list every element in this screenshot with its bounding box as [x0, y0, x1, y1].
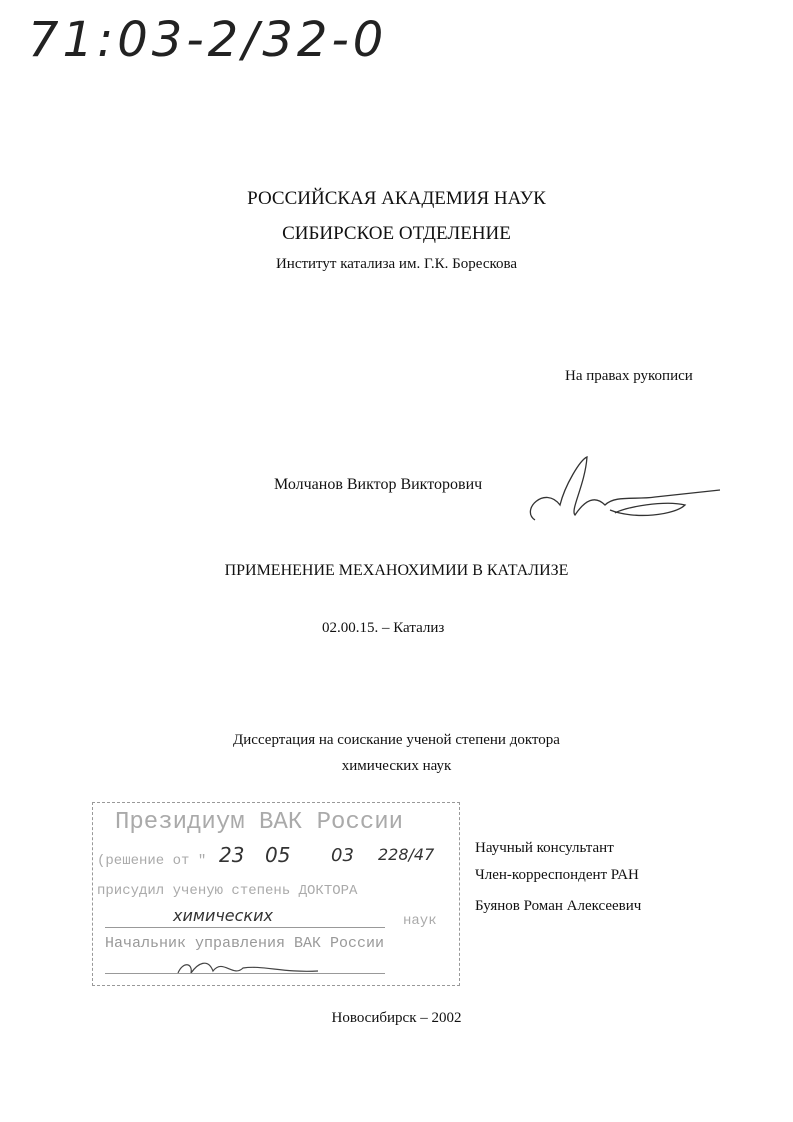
dissertation-title: ПРИМЕНЕНИЕ МЕХАНОХИМИИ В КАТАЛИЗЕ: [224, 562, 569, 579]
stamp-month: 05: [265, 843, 291, 867]
org-name: РОССИЙСКАЯ АКАДЕМИЯ НАУК: [247, 188, 546, 209]
stamp-science: химических: [173, 906, 273, 925]
author-signature: [515, 455, 730, 535]
consultant-role: Научный консультант: [475, 840, 614, 856]
specialty: 02.00.15. – Катализ: [322, 620, 445, 636]
branch-name: СИБИРСКОЕ ОТДЕЛЕНИЕ: [282, 223, 511, 244]
institute-name: Институт катализа им. Г.К. Борескова: [275, 256, 518, 272]
stamp-signature: [173, 953, 323, 983]
stamp-title: Президиум ВАК России: [115, 809, 404, 836]
stamp-head: Начальник управления ВАК России: [105, 935, 385, 952]
stamp-science-suffix: наук: [403, 913, 437, 929]
stamp-decision-prefix: (решение от ": [97, 853, 207, 869]
author-name: Молчанов Виктор Викторович: [274, 476, 483, 493]
stamp-number: 228/47: [378, 845, 435, 864]
stamp-day: 23: [219, 843, 245, 867]
archive-number: 71:03-2/32-0: [28, 12, 388, 68]
manuscript-rights: На правах рукописи: [565, 368, 693, 384]
consultant-rank: Член-корреспондент РАН: [475, 867, 639, 883]
vak-stamp: [92, 802, 460, 986]
city-year: Новосибирск – 2002: [331, 1010, 462, 1026]
stamp-awarded: присудил ученую степень ДОКТОРА: [97, 883, 358, 899]
degree-line-1: Диссертация на соискание ученой степени доктора: [233, 732, 560, 748]
stamp-year: 03: [331, 845, 354, 866]
degree-line-2: химических наук: [341, 758, 452, 774]
consultant-name: Буянов Роман Алексеевич: [475, 898, 642, 914]
